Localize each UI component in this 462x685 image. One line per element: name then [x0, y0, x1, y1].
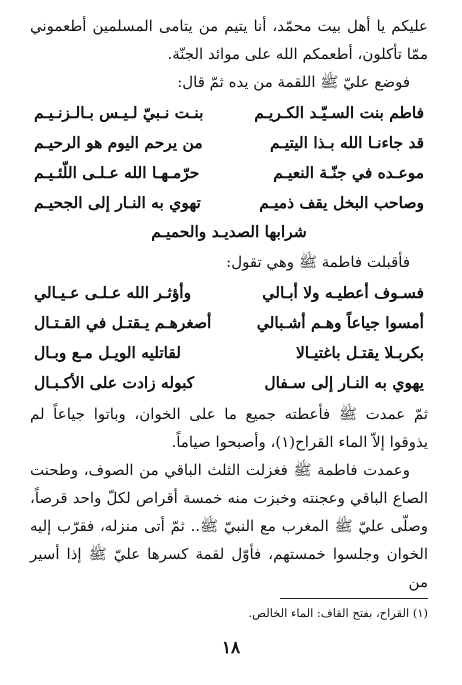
poem-ali-verse [30, 158, 428, 188]
verse-second-hemistich: لقاتليه الويـل مـع وبـال [34, 343, 181, 362]
verse-first-hemistich: فسـوف أعطيـه ولا أبـالي [262, 283, 424, 302]
poem-fatima-verse [30, 308, 428, 338]
verse-first-hemistich: أمسوا جياعاً وهـم أشـبالي [256, 313, 424, 332]
verse-second-hemistich: بنـت نـبيّ لـيـس بـالـزنـيـم [34, 103, 204, 122]
verse-first-hemistich: قد جاءنـا الله بـذا اليتيـم [270, 133, 424, 152]
verse-second-hemistich: وأؤثـر الله عـلـى عـيـالي [34, 283, 192, 302]
verse-second-hemistich: من يرحم اليوم هو الرحيـم [34, 133, 203, 152]
poem-ali-verse [30, 98, 428, 128]
poem-fatima-verse [30, 368, 428, 398]
verse-second-hemistich: كبوله زادت على الأكـبـال [34, 373, 195, 392]
poem-ali-closing-line: شرابها الصديـد والحميـم [151, 222, 307, 241]
paragraph-fatima-intro: فأقبلت فاطمة ﷺ وهي تقول: [226, 253, 410, 271]
verse-first-hemistich: بكربـلا يقتـل باغتيـالا [295, 343, 424, 362]
poem-fatima-verse [30, 338, 428, 368]
paragraph-orphan-plea: عليكم يا أهل بيت محمّد، أنا يتيم من يتامى المسلمين أطعموني ممّا تأكلون، أطعمكم الله على موائد الجنّة. [30, 17, 428, 63]
verse-second-hemistich: حرّمـهـا الله عـلـى اللّئـيـم [34, 163, 200, 182]
verse-first-hemistich: يهوي به النـار إلى سـفال [264, 373, 424, 392]
poem-ali [30, 98, 428, 246]
footnote: (١) القراح، بفتح القاف: الماء الخالص. [248, 606, 428, 620]
verse-first-hemistich: موعـده في جنّـة النعيـم [273, 163, 424, 182]
paragraph-ali-gives-morsel: فوضع عليّ ﷺ اللقمة من يده ثمّ قال: [177, 73, 410, 91]
verse-first-hemistich: فاطم بنت السـيّـد الكـريـم [254, 103, 424, 122]
paragraph-gave-food: ثمّ عمدت ﷺ فأعطته جميع ما على الخوان، وباتوا جياعاً لم يذوقوا إلاّ الماء القراح(١)، وأصبحوا صياماً. [30, 405, 428, 451]
poem-fatima-verse [30, 278, 428, 308]
page-number: ١٨ [221, 638, 241, 658]
footnote-divider [280, 598, 428, 599]
poem-ali-verse [30, 188, 428, 218]
verse-first-hemistich: وصاحب البخل يقف ذميـم [259, 193, 424, 212]
verse-second-hemistich: تهوي به النـار إلى الجحيـم [34, 193, 201, 212]
paragraph-fatima-baked: وعمدت فاطمة ﷺ فغزلت الثلث الباقي من الصوف، وطحنت الصاع الباقي وعجنته وخبزت منه خمسة أقراص لكلّ واحد قرصاً، وصلّى عليّ ﷺ المغرب مع النبيّ ﷺ.. ثمّ أتى منزله، فقرّب إليه الخوان وجلسوا خمستهم، فأوّل لقمة كسرها عليّ ﷺ إذا أسير من [30, 461, 428, 591]
poem-fatima [30, 278, 428, 398]
poem-ali-verse [30, 128, 428, 158]
verse-second-hemistich: أصغرهـم يـقتـل في القـتـال [34, 313, 212, 332]
